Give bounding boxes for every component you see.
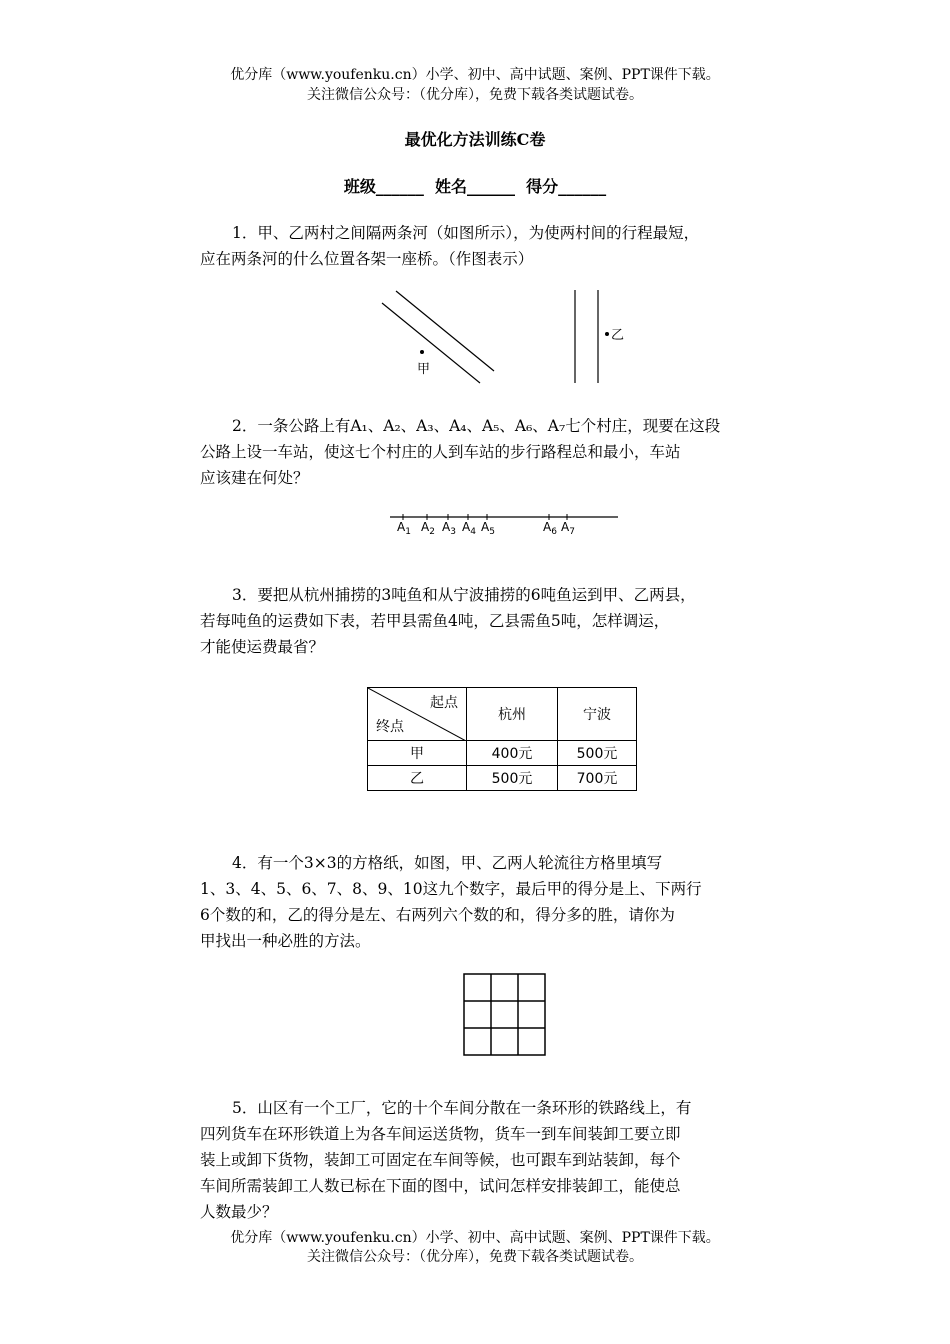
road-point-label: $A_3$ (442, 520, 456, 537)
col-header-ningbo: 宁波 (558, 688, 637, 741)
river-1-bank-a (382, 303, 480, 383)
question-4 (200, 850, 820, 954)
road-point-label: $A_7$ (561, 520, 575, 537)
village-yi-label: 乙 (611, 328, 625, 343)
table-cell: 700元 (558, 766, 637, 791)
road-point-label: $A_5$ (481, 520, 495, 537)
question-1-line: 应在两条河的什么位置各架一座桥。（作图表示） (200, 250, 534, 268)
question-4-line: 1、3、4、5、6、7、8、9、10这九个数字，最后甲的得分是上、下两行 (200, 880, 702, 898)
header-line-1: 优分库（www.youfenku.cn）小学、初中、高中试题、案例、PPT课件下载。 (230, 67, 720, 83)
table-cell: 400元 (467, 741, 558, 766)
question-5 (200, 1095, 820, 1225)
road-point-label: $A_2$ (421, 520, 435, 537)
table-corner-cell (368, 688, 467, 741)
grid-3x3 (463, 973, 547, 1057)
footer-line-1: 优分库（www.youfenku.cn）小学、初中、高中试题、案例、PPT课件下载。 (230, 1230, 720, 1246)
row-label: 乙 (368, 766, 467, 791)
header-line-2: 关注微信公众号：（优分库），免费下载各类试题试卷。 (307, 87, 643, 103)
question-3-line: 若每吨鱼的运费如下表，若甲县需鱼4吨，乙县需鱼5吨，怎样调运， (200, 612, 670, 630)
question-5-line: 装上或卸下货物，装卸工可固定在车间等候，也可跟车到站装卸，每个 (200, 1151, 681, 1169)
row-label: 甲 (368, 741, 467, 766)
question-3 (200, 582, 820, 660)
page-title: 最优化方法训练C卷 (404, 130, 546, 149)
table-cell: 500元 (467, 766, 558, 791)
road-diagram (385, 505, 625, 540)
question-5-line: 5．山区有一个工厂，它的十个车间分散在一条环形的铁路线上，有 (232, 1099, 692, 1117)
road-point-label: $A_1$ (397, 520, 411, 537)
village-jia-dot (420, 350, 424, 354)
question-2 (200, 413, 820, 491)
question-5-line: 人数最少？ (200, 1203, 278, 1221)
question-1 (200, 220, 820, 272)
grid-border (464, 974, 545, 1055)
table-row (368, 766, 637, 791)
corner-label-start: 起点 (430, 695, 458, 711)
question-2-line: 2．一条公路上有A₁、A₂、A₃、A₄、A₅、A₆、A₇七个村庄，现要在这段 (232, 417, 721, 435)
question-4-line: 4．有一个3×3的方格纸，如图，甲、乙两人轮流往方格里填写 (232, 854, 663, 872)
col-header-hangzhou: 杭州 (467, 688, 558, 741)
student-fields: 班级______ 姓名______ 得分______ (343, 177, 607, 196)
table-cell: 500元 (558, 741, 637, 766)
footer-line-2: 关注微信公众号：（优分库），免费下载各类试题试卷。 (307, 1249, 643, 1265)
table-row (368, 741, 637, 766)
river-1-bank-b (396, 291, 494, 371)
question-2-line: 应该建在何处？ (200, 469, 309, 487)
question-4-line: 6个数的和，乙的得分是左、右两列六个数的和，得分多的胜，请你为 (200, 906, 675, 924)
freight-table (367, 687, 637, 791)
question-5-line: 四列货车在环形铁道上为各车间运送货物，货车一到车间装卸工要立即 (200, 1125, 681, 1143)
question-3-line: 才能使运费最省？ (200, 638, 325, 656)
question-2-line: 公路上设一车站，使这七个村庄的人到车站的步行路程总和最小，车站 (200, 443, 681, 461)
question-3-line: 3．要把从杭州捕捞的3吨鱼和从宁波捕捞的6吨鱼运到甲、乙两县， (232, 586, 696, 604)
village-yi-dot (605, 332, 609, 336)
question-5-line: 车间所需装卸工人数已标在下面的图中，试问怎样安排装卸工，能使总 (200, 1177, 681, 1195)
question-4-line: 甲找出一种必胜的方法。 (200, 932, 371, 950)
question-1-line: 1．甲、乙两村之间隔两条河（如图所示），为使两村间的行程最短， (232, 224, 700, 242)
road-point-label: $A_6$ (543, 520, 557, 537)
river-diagram (370, 285, 650, 390)
village-jia-label: 甲 (417, 362, 431, 377)
corner-label-end: 终点 (376, 719, 404, 735)
road-point-label: $A_4$ (462, 520, 476, 537)
